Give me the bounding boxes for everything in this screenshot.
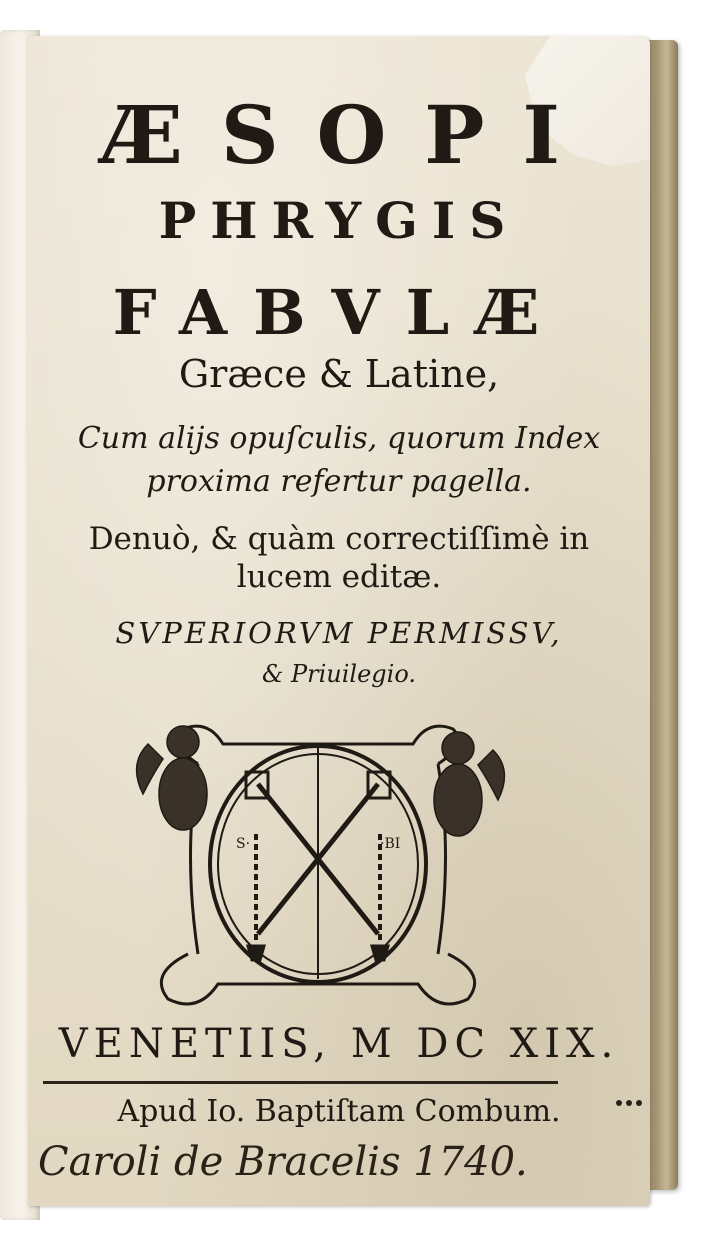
ellipsis-dots-icon (614, 1098, 644, 1108)
title-line-2: PHRYGIS (158, 191, 520, 250)
printer-device-icon (128, 724, 508, 1006)
title-page (28, 36, 650, 1206)
permission-line-2: & Priuilegio. (262, 660, 416, 688)
printer-line: Apud Io. Baptiſtam Combum. (117, 1094, 561, 1129)
description-line-2: proxima refertur pagella. (146, 464, 532, 499)
description-line-1: Cum alijs opuſculis, quorum Index (77, 421, 601, 456)
svg-text:·BI: ·BI (380, 836, 401, 852)
svg-text:S·: S· (236, 836, 251, 852)
edition-line-1: Denuò, & quàm correctiſſimè in (88, 521, 590, 557)
subtitle: Græce & Latine, (178, 352, 500, 396)
rule-divider (43, 1081, 558, 1084)
title-line-1: ÆSOPI (100, 88, 598, 182)
ownership-signature: Caroli de Bracelis 1740. (38, 1139, 528, 1185)
permission-line-1: SVPERIORVM PERMISSV, (115, 616, 563, 650)
imprint: VENETIIS, M DC XIX. (58, 1021, 620, 1067)
edition-line-2: lucem editæ. (236, 559, 442, 595)
title-line-3: FABVLÆ (112, 276, 566, 349)
